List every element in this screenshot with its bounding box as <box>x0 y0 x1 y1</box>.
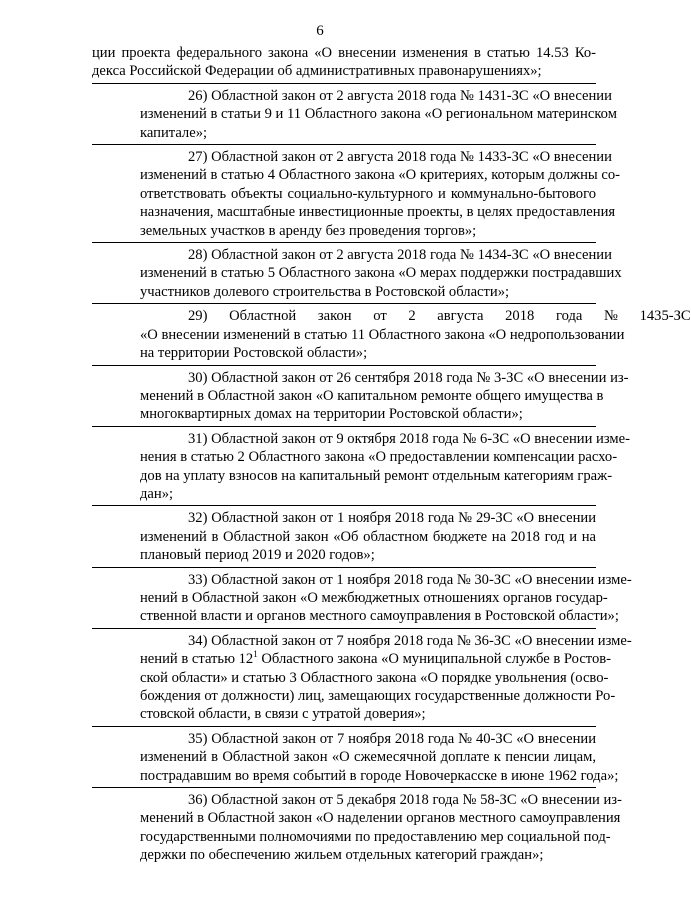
text-line: капитале»; <box>140 124 208 141</box>
list-item <box>92 242 622 301</box>
text-line: на территории Ростовской области»; <box>140 345 368 362</box>
text-line: 30) Областной закон от 26 сентября 2018 года № 3-ЗС «О внесении из- <box>188 369 629 386</box>
list-item <box>92 726 619 785</box>
text-line: пострадавшим во время событий в городе Новочеркасске в июне 1962 года»; <box>140 767 619 784</box>
list-item <box>92 426 630 504</box>
text-line: 26) Областной закон от 2 августа 2018 года № 1431-ЗС «О внесении <box>188 87 612 104</box>
text-line: изменений в статьи 9 и 11 Областного закона «О региональном материнском <box>140 106 617 123</box>
text-line: ции проекта федерального закона «О внесении изменения в статью 14.53 Ко- <box>92 45 596 61</box>
text-line: стовской области, в связи с утратой доверия»; <box>140 706 426 723</box>
list-item <box>92 365 629 424</box>
text-line: изменений в Областной закон «О сжемесячной доплате к пенсии лицам, <box>140 749 596 766</box>
superscript: 1 <box>253 649 258 660</box>
text-line: нения в статью 2 Областного закона «О предоставлении компенсации расхо- <box>140 449 618 466</box>
text-line: назначения, масштабные инвестиционные проекты, в целях предоставления <box>140 204 616 221</box>
list-item <box>92 567 632 626</box>
list-item <box>92 505 596 564</box>
list-item <box>92 144 621 240</box>
list-item <box>92 628 632 724</box>
text-line: ственной власти и органов местного самоуправления в Ростовской области»; <box>140 608 619 625</box>
text-line: государственными полномочиями по предоставлению мер социальной под- <box>140 828 611 845</box>
document-body <box>92 44 691 865</box>
text-line: 34) Областной закон от 7 ноября 2018 года № 36-ЗС «О внесении изме- <box>188 632 632 649</box>
text-line: менений в Областной закон «О наделении органов местного самоуправления <box>140 810 621 827</box>
text-line: менений в Областной закон «О капитальном ремонте общего имущества в <box>140 387 604 404</box>
text-fragment: нений в статью 12 <box>140 651 254 668</box>
text-line: нений в Областной закон «О межбюджетных отношениях органов государ- <box>140 589 608 606</box>
text-line: 29) Областной закон от 2 августа 2018 года № 1435-ЗС <box>188 308 691 325</box>
text-line: бождения от должности) лиц, замещающих государственные должности Ро- <box>140 688 616 704</box>
text-line: 33) Областной закон от 1 ноября 2018 года № 30-ЗС «О внесении изме- <box>188 571 632 588</box>
text-line: многоквартирных домах на территории Ростовской области»; <box>140 406 523 423</box>
text-line: 35) Областной закон от 7 ноября 2018 года № 40-ЗС «О внесении <box>188 730 596 747</box>
text-line: ответствовать объекты социально-культурного и коммунально-бытового <box>140 185 596 202</box>
text-line: земельных участков в аренду без проведения торгов»; <box>140 222 477 239</box>
text-line: держки по обеспечению жильем отдельных категорий граждан»; <box>140 847 544 864</box>
text-line: ской области» и статью 3 Областного закона «О порядке увольнения (осво- <box>140 669 609 686</box>
text-line: декса Российской Федерации об административных правонарушениях»; <box>92 63 542 80</box>
text-line: дан»; <box>140 485 174 502</box>
text-line: 28) Областной закон от 2 августа 2018 года № 1434-ЗС «О внесении <box>188 247 612 264</box>
text-line: 31) Областной закон от 9 октября 2018 года № 6-ЗС «О внесении изме- <box>188 430 630 447</box>
page-number: 6 <box>316 23 324 39</box>
text-line: дов на уплату взносов на капитальный ремонт отдельным категориям граж- <box>140 467 613 484</box>
text-line: плановый период 2019 и 2020 годов»; <box>140 547 375 564</box>
list-item <box>92 83 617 142</box>
text-line: участников долевого строительства в Ростовской области»; <box>140 283 510 300</box>
list-item <box>92 787 622 865</box>
list-item <box>92 303 691 362</box>
text-line-with-superscript <box>92 649 612 668</box>
text-line: изменений в статью 5 Областного закона «О мерах поддержки пострадавших <box>140 265 622 282</box>
text-line: 36) Областной закон от 5 декабря 2018 года № 58-ЗС «О внесении из- <box>188 792 622 809</box>
text-line: 27) Областной закон от 2 августа 2018 года № 1433-ЗС «О внесении <box>188 149 612 166</box>
list-item <box>92 44 596 81</box>
text-line: 32) Областной закон от 1 ноября 2018 года № 29-ЗС «О внесении <box>188 510 596 527</box>
text-line: изменений в статью 4 Областного закона «О критериях, которым должны со- <box>140 167 621 184</box>
text-line: изменений в Областной закон «Об областном бюджете на 2018 год и на <box>140 528 596 545</box>
text-line: «О внесении изменений в статью 11 Областного закона «О недропользовании <box>140 326 625 343</box>
text-fragment: Областного закона «О муниципальной службе в Ростов- <box>261 651 612 668</box>
